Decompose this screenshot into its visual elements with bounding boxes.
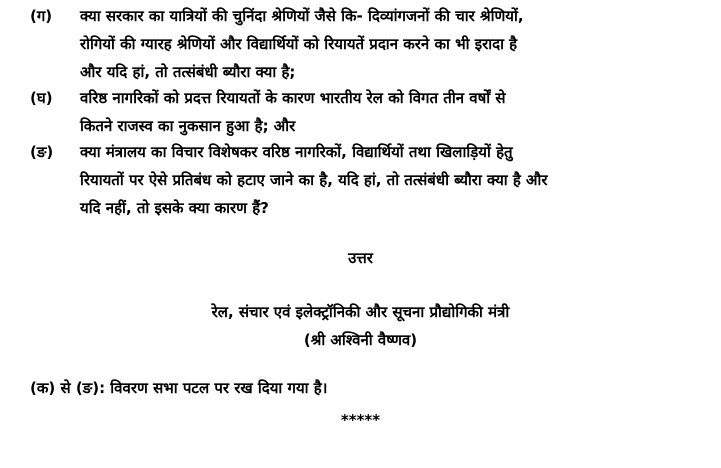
answer-statement: (क) से (ङ): विवरण सभा पटल पर रख दिया गया है। [30,379,328,397]
question-text [80,84,666,140]
minister-title: रेल, संचार एवं इलेक्ट्रॉनिकी और सूचना प्रौद्योगिकी मंत्री [211,303,510,321]
question-label: (ग) [30,7,53,25]
question-label: (ङ) [30,143,54,161]
answer-heading: उत्तर [348,249,373,267]
question-line: वरिष्ठ नागरिकों को प्रदत्त रियायतों के कारण भारतीय रेल को विगत तीन वर्षों से [80,89,506,107]
question-text [80,138,666,222]
question-line: कितने राजस्व का नुकसान हुआ है; और [80,117,296,135]
question-label: (घ) [30,89,53,107]
end-marker: ***** [340,411,381,429]
question-text [80,2,666,86]
question-line: और यदि हां, तो तत्संबंधी ब्यौरा क्या है; [80,63,296,81]
question-line: रोगियों की ग्यारह श्रेणियों और विद्यार्थियों को रियायतें प्रदान करने का भी इरादा है [80,35,518,53]
question-line: क्या मंत्रालय का विचार विशेषकर वरिष्ठ नागरिकों, विद्यार्थियों तथा खिलाड़ियों हेतु [80,143,513,161]
question-line: क्या सरकार का यात्रियों की चुनिंदा श्रेणियों जैसे कि- दिव्यांगजनों की चार श्रेणियों, [80,7,524,25]
question-line: रियायतों पर ऐसे प्रतिबंध को हटाए जाने का है, यदि हां, तो तत्संबंधी ब्यौरा क्या है और [80,171,548,189]
minister-name: (श्री अश्विनी वैष्णव) [303,331,418,349]
question-line: यदि नहीं, तो इसके क्या कारण हैं? [80,199,269,217]
